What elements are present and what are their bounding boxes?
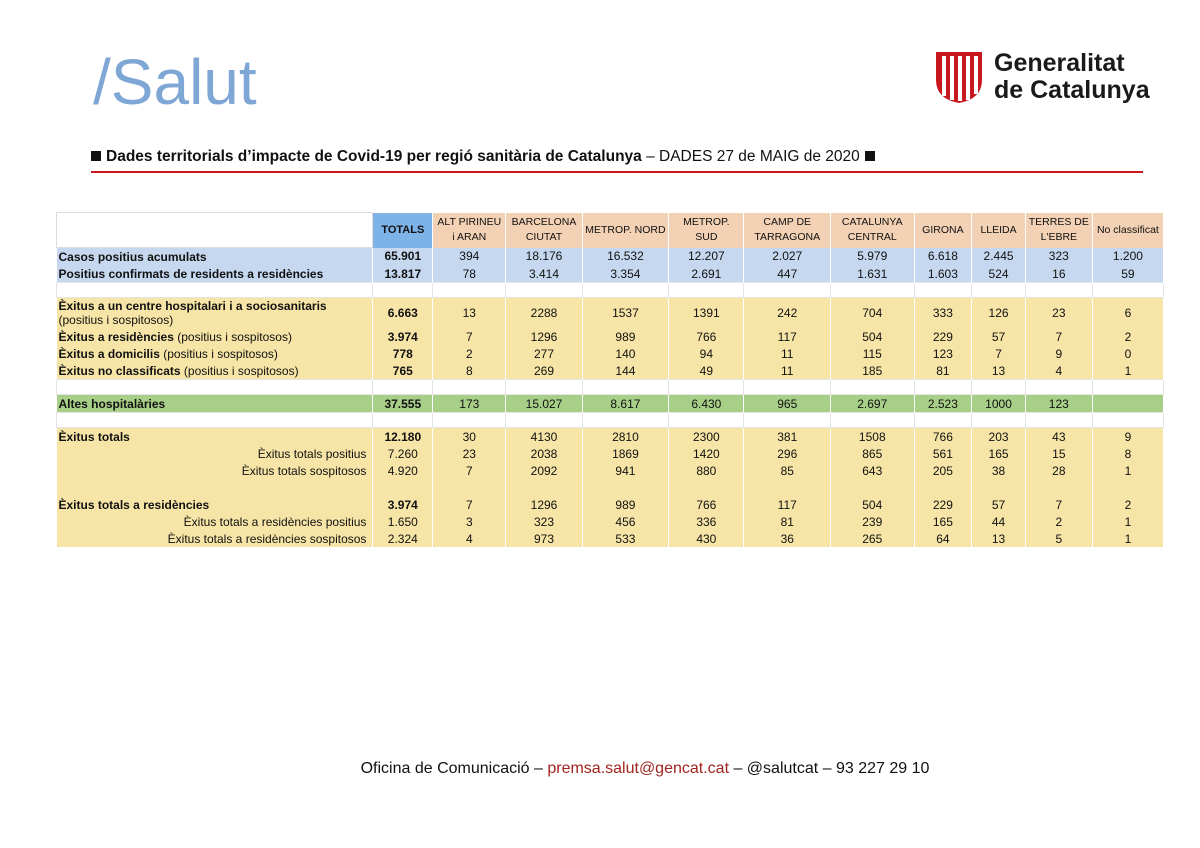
empty-cell [1092,283,1163,298]
table-row [57,345,1164,362]
empty-cell [1092,479,1163,496]
row-label-note: (positius i sospitosos) [180,363,299,378]
value-cell: 36 [744,530,831,547]
value-cell: 57 [972,328,1026,345]
bullet-square-icon [91,151,101,161]
value-cell: 381 [744,428,831,446]
row-label-bold: Èxitus a domicilis [58,346,160,361]
row-label [57,345,373,362]
value-cell: 18.176 [506,248,582,266]
value-cell: 394 [433,248,506,266]
value-cell: 44 [972,513,1026,530]
table-row [57,395,1164,413]
empty-cell [373,380,433,395]
value-cell: 973 [506,530,582,547]
empty-cell [433,380,506,395]
empty-cell [669,283,744,298]
value-cell: 4130 [506,428,582,446]
value-cell: 11 [744,362,831,380]
value-cell: 140 [582,345,669,362]
value-cell: 3.414 [506,265,582,283]
value-cell: 524 [972,265,1026,283]
table-row [57,248,1164,266]
value-cell: 643 [831,462,914,479]
empty-cell [1092,380,1163,395]
value-cell: 1 [1092,362,1163,380]
row-label [57,328,373,345]
value-cell: 5 [1025,530,1092,547]
header-cell: TOTALS [373,213,433,248]
empty-cell [57,283,373,298]
value-cell: 2 [433,345,506,362]
value-cell: 13 [433,298,506,329]
value-cell: 1537 [582,298,669,329]
value-cell: 49 [669,362,744,380]
value-cell: 13 [972,530,1026,547]
value-cell: 57 [972,496,1026,513]
value-cell: 7 [1025,328,1092,345]
empty-cell [831,380,914,395]
value-cell: 269 [506,362,582,380]
value-cell: 2 [1092,328,1163,345]
row-label-bold: Èxitus a residències [58,329,174,344]
header-cell: METROP. SUD [669,213,744,248]
value-cell: 8 [433,362,506,380]
header-cell: ALT PIRINEU i ARAN [433,213,506,248]
empty-cell [744,479,831,496]
value-cell: 2288 [506,298,582,329]
value-cell: 989 [582,328,669,345]
empty-cell [669,479,744,496]
row-label: Èxitus totals positius [57,445,373,462]
value-cell: 3.974 [373,496,433,513]
header-cell: BARCELONA CIUTAT [506,213,582,248]
empty-cell [1025,479,1092,496]
value-cell: 15 [1025,445,1092,462]
value-cell: 23 [1025,298,1092,329]
row-label: Èxitus totals sospitosos [57,462,373,479]
value-cell: 447 [744,265,831,283]
header-cell: CAMP DE TARRAGONA [744,213,831,248]
value-cell: 766 [669,328,744,345]
heading-underline [91,171,1143,173]
value-cell: 704 [831,298,914,329]
empty-cell [972,380,1026,395]
spacer-row [57,380,1164,395]
value-cell: 865 [831,445,914,462]
value-cell: 333 [914,298,972,329]
empty-cell [373,413,433,428]
footer-office: Oficina de Comunicació – [360,760,548,777]
value-cell: 123 [1025,395,1092,413]
value-cell: 1 [1092,513,1163,530]
empty-cell [744,283,831,298]
table-row [57,362,1164,380]
generalitat-line1: Generalitat [994,49,1125,77]
heading-date: – DADES 27 de MAIG de 2020 [641,148,860,165]
value-cell: 173 [433,395,506,413]
row-label: Èxitus totals a residències positius [57,513,373,530]
value-cell: 144 [582,362,669,380]
value-cell: 7 [433,462,506,479]
empty-cell [831,283,914,298]
value-cell: 85 [744,462,831,479]
value-cell: 2.697 [831,395,914,413]
empty-cell [506,479,582,496]
table-row [57,530,1164,547]
empty-cell [373,479,433,496]
generalitat-logo [934,50,1150,104]
empty-cell [669,380,744,395]
empty-cell [744,413,831,428]
value-cell: 64 [914,530,972,547]
row-label-note: (positius i sospitosos) [58,313,174,327]
value-cell: 430 [669,530,744,547]
value-cell: 2038 [506,445,582,462]
value-cell: 3.354 [582,265,669,283]
value-cell: 7 [433,328,506,345]
value-cell: 1000 [972,395,1026,413]
value-cell: 94 [669,345,744,362]
value-cell: 4 [433,530,506,547]
value-cell: 1508 [831,428,914,446]
value-cell: 81 [914,362,972,380]
value-cell: 7 [433,496,506,513]
value-cell: 2810 [582,428,669,446]
value-cell: 6 [1092,298,1163,329]
value-cell: 59 [1092,265,1163,283]
value-cell: 23 [433,445,506,462]
empty-cell [57,413,373,428]
table-row [57,445,1164,462]
value-cell: 880 [669,462,744,479]
heading-title: Dades territorials d’impacte de Covid-19 per regió sanitària de Catalunya [106,148,642,165]
bullet-square-icon [865,151,875,161]
value-cell: 8 [1092,445,1163,462]
row-label-bold: Èxitus no classificats [58,363,181,378]
empty-cell [582,380,669,395]
value-cell: 117 [744,328,831,345]
row-label: Positius confirmats de residents a residències [57,265,373,283]
value-cell: 13.817 [373,265,433,283]
empty-cell [972,479,1026,496]
value-cell: 242 [744,298,831,329]
header-cell: METROP. NORD [582,213,669,248]
footer [0,760,1200,778]
value-cell: 0 [1092,345,1163,362]
page-heading [91,148,875,166]
value-cell: 2092 [506,462,582,479]
empty-cell [506,380,582,395]
value-cell: 229 [914,496,972,513]
value-cell: 115 [831,345,914,362]
empty-cell [582,413,669,428]
empty-cell [669,413,744,428]
empty-cell [57,479,373,496]
value-cell: 7 [972,345,1026,362]
value-cell: 533 [582,530,669,547]
value-cell: 9 [1025,345,1092,362]
value-cell: 296 [744,445,831,462]
generalitat-line2: de Catalunya [994,76,1150,104]
value-cell: 205 [914,462,972,479]
table-row [57,428,1164,446]
value-cell: 989 [582,496,669,513]
spacer-row [57,413,1164,428]
value-cell: 1.631 [831,265,914,283]
header-cell: No classificat [1092,213,1163,248]
value-cell: 2 [1092,496,1163,513]
value-cell: 7 [1025,496,1092,513]
value-cell: 778 [373,345,433,362]
empty-cell [972,283,1026,298]
value-cell: 15.027 [506,395,582,413]
value-cell: 1.200 [1092,248,1163,266]
value-cell: 456 [582,513,669,530]
value-cell: 3 [433,513,506,530]
value-cell: 117 [744,496,831,513]
value-cell: 30 [433,428,506,446]
value-cell: 12.207 [669,248,744,266]
value-cell: 1296 [506,328,582,345]
empty-cell [831,479,914,496]
value-cell: 1 [1092,462,1163,479]
value-cell: 16.532 [582,248,669,266]
footer-email-link[interactable]: premsa.salut@gencat.cat [547,760,730,777]
value-cell: 941 [582,462,669,479]
table-row [57,496,1164,513]
value-cell: 2.027 [744,248,831,266]
row-label: Casos positius acumulats [57,248,373,266]
value-cell: 2 [1025,513,1092,530]
value-cell: 561 [914,445,972,462]
empty-cell [914,283,972,298]
value-cell: 1420 [669,445,744,462]
value-cell: 4.920 [373,462,433,479]
value-cell: 3.974 [373,328,433,345]
row-label-bold: Èxitus a un centre hospitalari i a sociosanitaris [58,299,327,313]
value-cell: 766 [669,496,744,513]
empty-cell [57,380,373,395]
salut-logo: /Salut [93,46,257,118]
header-cell: CATALUNYA CENTRAL [831,213,914,248]
value-cell: 6.430 [669,395,744,413]
value-cell: 765 [373,362,433,380]
empty-cell [582,283,669,298]
empty-cell [1092,413,1163,428]
value-cell: 81 [744,513,831,530]
value-cell: 1.650 [373,513,433,530]
row-label [57,298,373,329]
header-cell: GIRONA [914,213,972,248]
spacer-row [57,479,1164,496]
value-cell: 65.901 [373,248,433,266]
value-cell: 504 [831,328,914,345]
empty-cell [433,413,506,428]
value-cell [1092,395,1163,413]
value-cell: 28 [1025,462,1092,479]
value-cell: 323 [506,513,582,530]
covid-data-table [56,212,1164,547]
empty-cell [914,413,972,428]
empty-cell [1025,413,1092,428]
value-cell: 185 [831,362,914,380]
row-label-note: (positius i sospitosos) [173,329,292,344]
table-row [57,265,1164,283]
empty-cell [506,283,582,298]
empty-cell [1025,283,1092,298]
header-cell: LLEIDA [972,213,1026,248]
empty-cell [373,283,433,298]
row-label: Altes hospitalàries [57,395,373,413]
value-cell: 6.618 [914,248,972,266]
row-label: Èxitus totals [57,428,373,446]
value-cell: 239 [831,513,914,530]
value-cell: 12.180 [373,428,433,446]
value-cell: 16 [1025,265,1092,283]
table-header-row [57,213,1164,248]
value-cell: 165 [914,513,972,530]
value-cell: 4 [1025,362,1092,380]
value-cell: 37.555 [373,395,433,413]
spacer-row [57,283,1164,298]
value-cell: 2.523 [914,395,972,413]
footer-contact: – @salutcat – 93 227 29 10 [729,760,930,777]
value-cell: 229 [914,328,972,345]
value-cell: 9 [1092,428,1163,446]
value-cell: 6.663 [373,298,433,329]
generalitat-emblem-icon [934,50,984,104]
empty-cell [582,479,669,496]
row-label-note: (positius i sospitosos) [159,346,278,361]
value-cell: 2.324 [373,530,433,547]
value-cell: 38 [972,462,1026,479]
value-cell: 965 [744,395,831,413]
row-label [57,362,373,380]
value-cell: 123 [914,345,972,362]
value-cell: 2.691 [669,265,744,283]
header-blank-cell [57,213,373,248]
value-cell: 203 [972,428,1026,446]
empty-cell [831,413,914,428]
empty-cell [744,380,831,395]
empty-cell [433,479,506,496]
value-cell: 78 [433,265,506,283]
empty-cell [506,413,582,428]
value-cell: 766 [914,428,972,446]
table-row [57,298,1164,329]
value-cell: 11 [744,345,831,362]
table-row [57,462,1164,479]
value-cell: 1391 [669,298,744,329]
value-cell: 165 [972,445,1026,462]
table-row [57,513,1164,530]
table-row [57,328,1164,345]
value-cell: 323 [1025,248,1092,266]
value-cell: 126 [972,298,1026,329]
value-cell: 336 [669,513,744,530]
empty-cell [1025,380,1092,395]
value-cell: 8.617 [582,395,669,413]
value-cell: 43 [1025,428,1092,446]
value-cell: 1296 [506,496,582,513]
value-cell: 277 [506,345,582,362]
empty-cell [914,479,972,496]
value-cell: 1 [1092,530,1163,547]
row-label: Èxitus totals a residències sospitosos [57,530,373,547]
value-cell: 265 [831,530,914,547]
value-cell: 2.445 [972,248,1026,266]
value-cell: 1.603 [914,265,972,283]
empty-cell [972,413,1026,428]
value-cell: 504 [831,496,914,513]
value-cell: 5.979 [831,248,914,266]
empty-cell [914,380,972,395]
value-cell: 13 [972,362,1026,380]
row-label: Èxitus totals a residències [57,496,373,513]
value-cell: 2300 [669,428,744,446]
value-cell: 7.260 [373,445,433,462]
header-cell: TERRES DE L'EBRE [1025,213,1092,248]
value-cell: 1869 [582,445,669,462]
empty-cell [433,283,506,298]
